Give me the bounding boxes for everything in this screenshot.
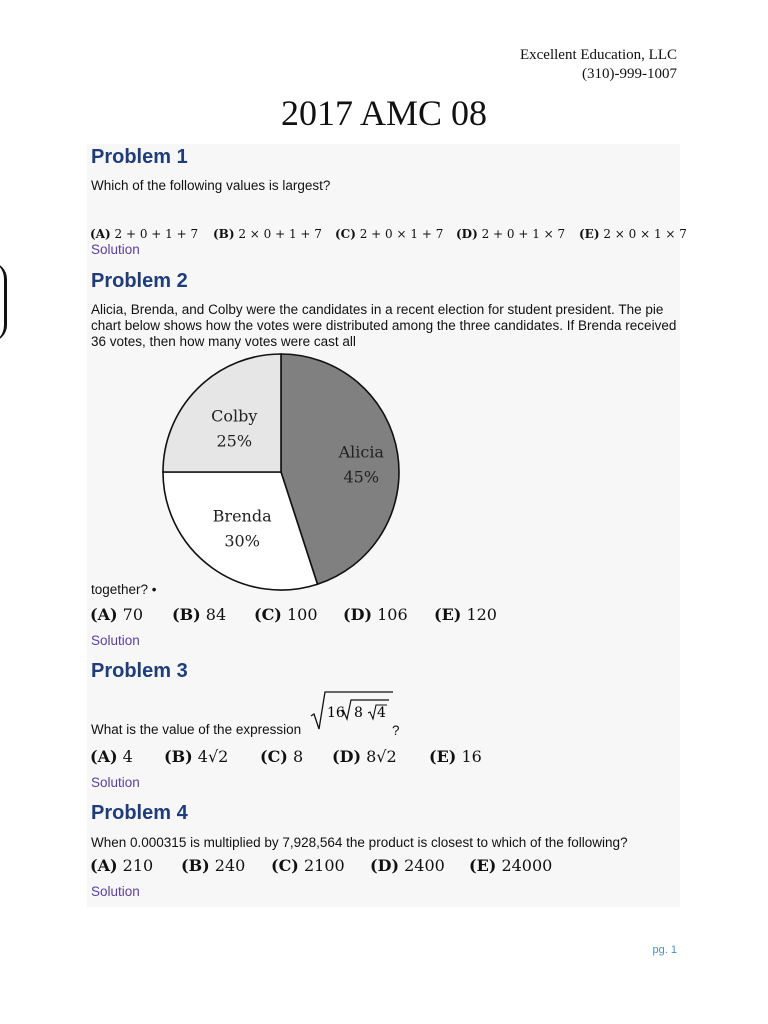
choice-expr: 100	[286, 605, 318, 624]
document-title: 2017 AMC 08	[280, 93, 488, 133]
document-header	[520, 46, 677, 84]
choice-letter: (C)	[335, 227, 356, 241]
problem-1-question: Which of the following values is largest?	[91, 178, 331, 193]
company-phone: (310)-999-1007	[582, 66, 677, 82]
problem-3-choices	[90, 747, 482, 766]
choice-expr: 2100	[303, 856, 345, 875]
page-number: pg. 1	[652, 944, 677, 956]
choice-expr: 4√2	[197, 747, 229, 766]
problem-1-heading: Problem 1	[91, 146, 188, 168]
pie-label-pct-colby: 25%	[216, 431, 253, 451]
problem-2-question-end: together? •	[91, 582, 157, 597]
problem-3-question: What is the value of the expression	[91, 722, 302, 737]
choice-letter: (D)	[332, 747, 362, 766]
choice-expr: 120	[466, 605, 497, 624]
expression-question-mark: ?	[392, 723, 400, 738]
choice-expr: 4	[122, 747, 133, 766]
choice-e	[429, 747, 482, 766]
problem-3-heading: Problem 3	[91, 660, 188, 682]
choice-letter: (D)	[343, 605, 373, 624]
problem-1-choices	[90, 227, 687, 241]
choice-letter: (C)	[271, 856, 299, 875]
choice-a	[90, 856, 181, 875]
choice-expr: 240	[214, 856, 246, 875]
company-name: Excellent Education, LLC	[519, 47, 677, 63]
choice-letter: (D)	[456, 227, 478, 241]
choice-b	[164, 747, 260, 766]
choice-expr: 2 + 0 + 1 + 7	[114, 227, 199, 241]
nested-radical-expression	[309, 689, 395, 731]
choice-letter: (E)	[579, 227, 600, 241]
choice-a	[90, 227, 213, 241]
choice-expr: 2 × 0 + 1 + 7	[238, 227, 322, 241]
choice-e	[579, 227, 687, 241]
choice-c	[335, 227, 456, 241]
choice-c	[260, 747, 332, 766]
choice-c	[271, 856, 370, 875]
pie-label-pct-alicia: 45%	[343, 467, 380, 487]
choice-d	[370, 856, 469, 875]
pie-label-pct-brenda: 30%	[224, 531, 260, 551]
choice-letter: (A)	[90, 605, 118, 624]
choice-expr: 210	[122, 856, 154, 875]
choice-a	[90, 747, 164, 766]
choice-letter: (A)	[90, 227, 111, 241]
choice-letter: (A)	[90, 856, 118, 875]
choice-e	[469, 856, 552, 875]
problem-4-solution-link[interactable]: Solution	[91, 884, 140, 899]
choice-letter: (E)	[469, 856, 497, 875]
problem-4-question: When 0.000315 is multiplied by 7,928,564 the product is closest to which of the following?	[91, 835, 628, 850]
choice-a	[90, 605, 172, 624]
choice-e	[434, 605, 497, 624]
problems-panel	[87, 144, 687, 907]
choice-letter: (C)	[254, 605, 282, 624]
choice-d	[332, 747, 429, 766]
choice-letter: (C)	[260, 747, 288, 766]
vote-pie-chart	[161, 350, 401, 596]
problem-2-solution-link[interactable]: Solution	[91, 633, 140, 648]
choice-letter: (B)	[213, 227, 235, 241]
pie-label-name-alicia: Alicia	[338, 442, 384, 462]
choice-c	[254, 605, 343, 624]
choice-letter: (B)	[164, 747, 193, 766]
choice-b	[172, 605, 254, 624]
page-edge-mark	[0, 262, 7, 342]
problem-4-choices	[90, 856, 552, 875]
choice-b	[213, 227, 335, 241]
choice-expr: 2400	[404, 856, 445, 875]
choice-expr: 84	[205, 605, 227, 624]
choice-letter: (A)	[90, 747, 118, 766]
choice-expr: 106	[377, 605, 408, 624]
choice-letter: (B)	[172, 605, 201, 624]
choice-expr: 24000	[501, 856, 553, 875]
radicand-innermost: 4	[377, 705, 386, 721]
radicand-outer: 16	[327, 705, 345, 721]
choice-expr: 70	[122, 605, 144, 624]
problem-2-choices	[90, 605, 497, 624]
choice-expr: 16	[461, 747, 482, 766]
choice-letter: (E)	[434, 605, 462, 624]
radicand-inner: 8	[354, 705, 363, 721]
pie-label-name-colby: Colby	[211, 406, 258, 426]
problem-3-solution-link[interactable]: Solution	[91, 775, 140, 790]
choice-expr: 2 × 0 × 1 × 7	[603, 227, 687, 241]
choice-expr: 2 + 0 × 1 + 7	[359, 227, 444, 241]
choice-letter: (E)	[429, 747, 457, 766]
choice-letter: (B)	[181, 856, 210, 875]
problem-1-solution-link[interactable]: Solution	[91, 242, 140, 257]
choice-b	[181, 856, 271, 875]
problem-4-heading: Problem 4	[91, 802, 188, 824]
pie-label-name-brenda: Brenda	[212, 506, 272, 526]
choice-expr: 8	[292, 747, 304, 766]
choice-d	[456, 227, 579, 241]
problem-2-question: Alicia, Brenda, and Colby were the candidates in a recent election for student president. The pie chart below shows how the votes were distributed among the three candidates. If Brenda received 36 votes, then how many votes were cast all	[91, 302, 677, 349]
choice-letter: (D)	[370, 856, 400, 875]
problem-2-heading: Problem 2	[91, 270, 188, 292]
choice-expr: 8√2	[366, 747, 397, 766]
choice-expr: 2 + 0 + 1 × 7	[481, 227, 566, 241]
choice-d	[343, 605, 434, 624]
